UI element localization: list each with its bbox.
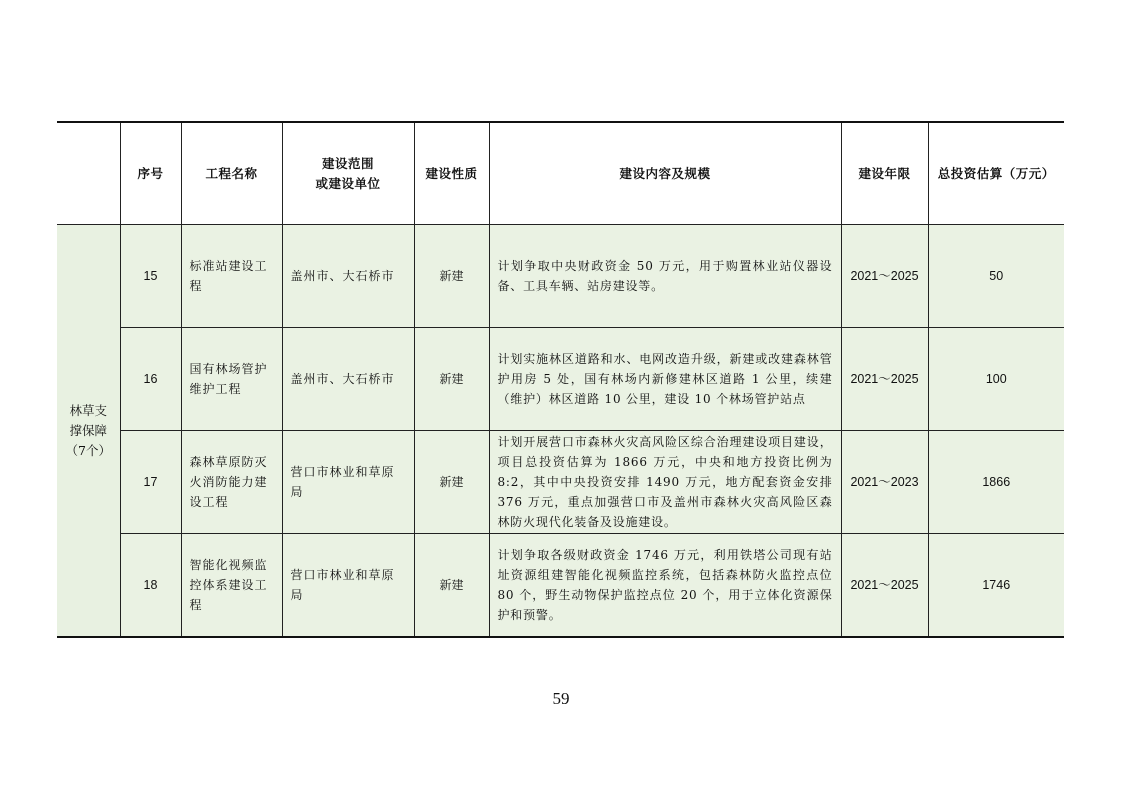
row-content: 计划争取中央财政资金 50 万元，用于购置林业站仪器设备、工具车辆、站房建设等。 <box>489 225 841 328</box>
table-row <box>57 225 1064 328</box>
row-period: 2021～2025 <box>841 328 928 431</box>
row-nature: 新建 <box>414 431 489 534</box>
category-line2: 撑保障 <box>69 422 107 438</box>
row-investment: 1866 <box>928 431 1064 534</box>
row-seq: 15 <box>120 225 181 328</box>
row-period: 2021～2025 <box>841 225 928 328</box>
row-nature: 新建 <box>414 328 489 431</box>
row-unit: 营口市林业和草原局 <box>282 431 414 534</box>
row-nature: 新建 <box>414 534 489 638</box>
row-name: 智能化视频监控体系建设工程 <box>181 534 282 638</box>
header-scope-line2: 或建设单位 <box>315 175 381 191</box>
table-row <box>57 431 1064 534</box>
row-investment: 50 <box>928 225 1064 328</box>
row-nature: 新建 <box>414 225 489 328</box>
row-name: 标准站建设工程 <box>181 225 282 328</box>
row-seq: 16 <box>120 328 181 431</box>
row-content: 计划实施林区道路和水、电网改造升级，新建或改建森林管护用房 5 处，国有林场内新修建林区道路 1 公里，续建（维护）林区道路 10 公里，建设 10 个林场管护站点 <box>489 328 841 431</box>
header-investment: 总投资估算（万元） <box>928 122 1064 225</box>
header-seq: 序号 <box>120 122 181 225</box>
table-row <box>57 328 1064 431</box>
row-content: 计划争取各级财政资金 1746 万元，利用铁塔公司现有站址资源组建智能化视频监控系统，包括森林防火监控点位 80 个，野生动物保护监控点位 20 个，用于立体化资源保护和预警。 <box>489 534 841 638</box>
page-number: 59 <box>552 689 570 708</box>
row-name: 国有林场管护维护工程 <box>181 328 282 431</box>
category-line3: （7个） <box>65 442 111 458</box>
header-scope-line1: 建设范围 <box>321 155 374 171</box>
row-content: 计划开展营口市森林火灾高风险区综合治理建设项目建设，项目总投资估算为 1866 万元，中央和地方投资比例为 8:2，其中中央投资安排 1490 万元，地方配套资金安排 376 万元，重点加强营口市及盖州市森林火灾高风险区森林防火现代化装备及设施建设。 <box>489 431 841 534</box>
header-name: 工程名称 <box>181 122 282 225</box>
row-name: 森林草原防灭火消防能力建设工程 <box>181 431 282 534</box>
row-unit: 盖州市、大石桥市 <box>282 328 414 431</box>
row-investment: 1746 <box>928 534 1064 638</box>
row-unit: 盖州市、大石桥市 <box>282 225 414 328</box>
row-seq: 17 <box>120 431 181 534</box>
header-period: 建设年限 <box>841 122 928 225</box>
header-row <box>57 122 1064 225</box>
category-line1: 林草支 <box>69 402 107 418</box>
row-unit: 营口市林业和草原局 <box>282 534 414 638</box>
project-table <box>57 121 1064 638</box>
header-category <box>57 122 120 225</box>
row-period: 2021～2023 <box>841 431 928 534</box>
row-period: 2021～2025 <box>841 534 928 638</box>
table-row <box>57 534 1064 638</box>
row-seq: 18 <box>120 534 181 638</box>
header-nature: 建设性质 <box>414 122 489 225</box>
category-cell <box>57 225 120 638</box>
header-scope <box>282 122 414 225</box>
row-investment: 100 <box>928 328 1064 431</box>
header-content: 建设内容及规模 <box>489 122 841 225</box>
